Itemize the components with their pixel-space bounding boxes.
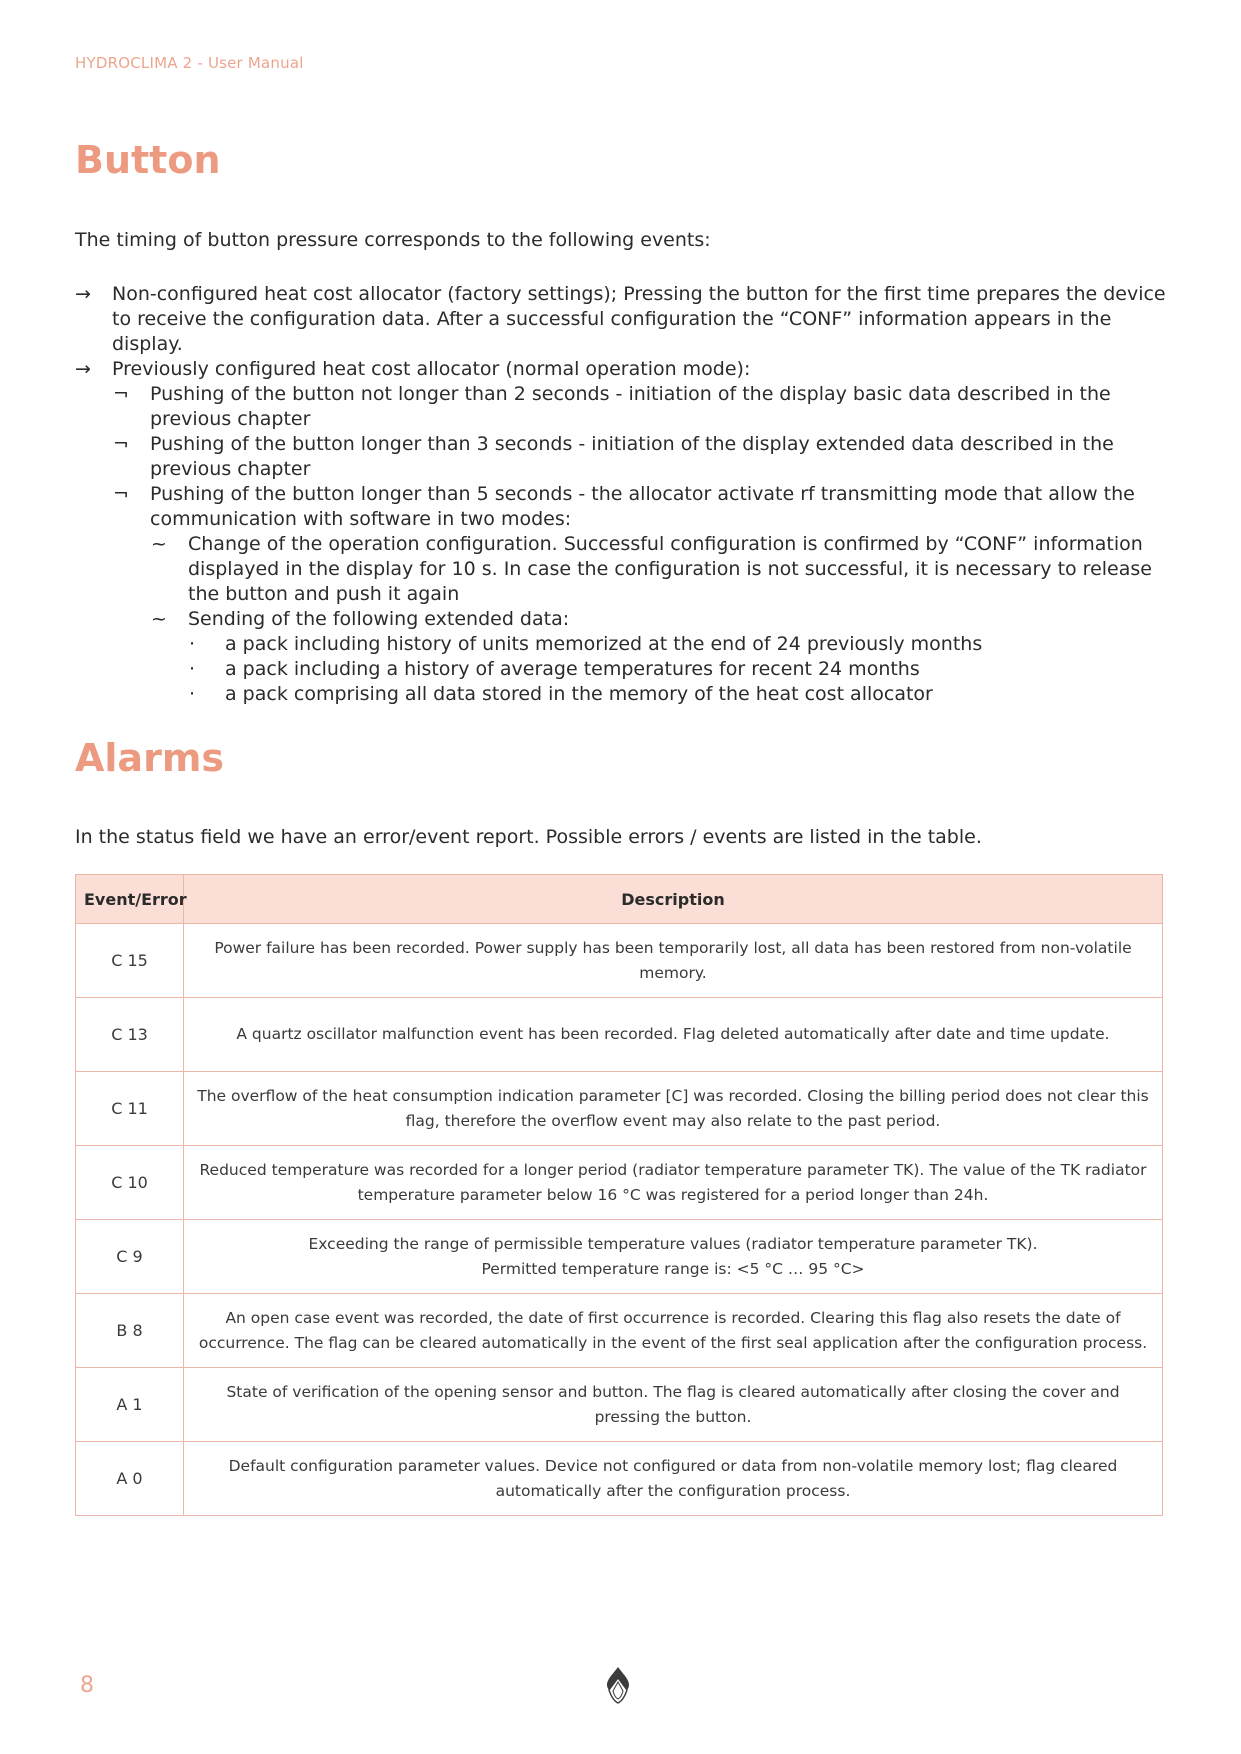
running-header: HYDROCLIMA 2 - User Manual xyxy=(75,54,304,72)
table-row xyxy=(76,1220,1163,1294)
alarms-intro: In the status field we have an error/event report. Possible errors / events are listed in the table. xyxy=(75,826,982,848)
column-header-event: Event/Error xyxy=(76,875,184,924)
arrow-bullet-icon: → xyxy=(75,283,91,305)
table-row xyxy=(76,1368,1163,1442)
list-item: ~ Sending of the following extended data: xyxy=(151,608,570,630)
event-description: An open case event was recorded, the date of first occurrence is recorded. Clearing this flag also resets the date of occurrence. The flag can be cleared automatically in the event of the first seal application after the configuration process. xyxy=(184,1294,1163,1368)
event-code: A 0 xyxy=(76,1442,184,1516)
event-description: State of verification of the opening sensor and button. The flag is cleared automatically after closing the cover and pressing the button. xyxy=(184,1368,1163,1442)
list-item: · a pack including history of units memorized at the end of 24 previously months xyxy=(189,633,983,655)
tilde-bullet-icon: ~ xyxy=(151,533,167,555)
table-row xyxy=(76,1072,1163,1146)
drop-logo-icon xyxy=(604,1666,632,1704)
column-header-description: Description xyxy=(184,875,1163,924)
section-title-button: Button xyxy=(75,138,221,182)
table-row xyxy=(76,1442,1163,1516)
not-sign-bullet-icon: ¬ xyxy=(113,483,129,505)
dot-bullet-icon: · xyxy=(189,658,196,680)
list-item: · a pack comprising all data stored in the memory of the heat cost allocator xyxy=(189,683,933,705)
section-title-alarms: Alarms xyxy=(75,736,225,780)
event-description: Reduced temperature was recorded for a longer period (radiator temperature parameter TK). The value of the TK radiator temperature parameter below 16 °C was registered for a period longer than 24h. xyxy=(184,1146,1163,1220)
event-code: C 15 xyxy=(76,924,184,998)
list-item: ¬ Pushing of the button longer than 3 seconds - initiation of the display extended data described in the previous chapter xyxy=(113,433,1114,480)
event-code: C 13 xyxy=(76,998,184,1072)
table-row xyxy=(76,1146,1163,1220)
list-item: → Non-configured heat cost allocator (factory settings); Pressing the button for the first time prepares the device to receive the configuration data. After a successful configuration the “CONF” information appears in the display. xyxy=(75,283,1166,355)
event-code: C 9 xyxy=(76,1220,184,1294)
arrow-bullet-icon: → xyxy=(75,358,91,380)
page-number: 8 xyxy=(80,1673,94,1698)
not-sign-bullet-icon: ¬ xyxy=(113,383,129,405)
dot-bullet-icon: · xyxy=(189,683,196,705)
tilde-bullet-icon: ~ xyxy=(151,608,167,630)
alarms-table xyxy=(75,874,1163,1516)
list-item: → Previously configured heat cost allocator (normal operation mode): xyxy=(75,358,751,380)
event-code: C 11 xyxy=(76,1072,184,1146)
event-code: B 8 xyxy=(76,1294,184,1368)
list-item: ~ Change of the operation configuration. Successful configuration is confirmed by “CONF” information displayed in the display for 10 s. In case the configuration is not successful, it is necessary to release the button and push it again xyxy=(151,533,1152,605)
event-description: Default configuration parameter values. Device not configured or data from non-volatile memory lost; flag cleared automatically after the configuration process. xyxy=(184,1442,1163,1516)
list-item: ¬ Pushing of the button longer than 5 seconds - the allocator activate rf transmitting mode that allow the communication with software in two modes: xyxy=(113,483,1135,530)
list-item: ¬ Pushing of the button not longer than 2 seconds - initiation of the display basic data described in the previous chapter xyxy=(113,383,1111,430)
table-row xyxy=(76,1294,1163,1368)
button-intro: The timing of button pressure corresponds to the following events: xyxy=(75,229,711,251)
event-description: The overflow of the heat consumption indication parameter [C] was recorded. Closing the billing period does not clear this flag, therefore the overflow event may also relate to the past period. xyxy=(184,1072,1163,1146)
event-description: Exceeding the range of permissible temperature values (radiator temperature parameter TK). Permitted temperature range is: <5 °C … 95 °C> xyxy=(184,1220,1163,1294)
list-item: · a pack including a history of average temperatures for recent 24 months xyxy=(189,658,920,680)
event-description: Power failure has been recorded. Power supply has been temporarily lost, all data has been restored from non-volatile memory. xyxy=(184,924,1163,998)
event-description: A quartz oscillator malfunction event has been recorded. Flag deleted automatically after date and time update. xyxy=(184,998,1163,1072)
button-events-list xyxy=(75,282,1175,707)
dot-bullet-icon: · xyxy=(189,633,196,655)
event-code: A 1 xyxy=(76,1368,184,1442)
event-code: C 10 xyxy=(76,1146,184,1220)
not-sign-bullet-icon: ¬ xyxy=(113,433,129,455)
table-header-row xyxy=(76,875,1163,924)
table-row xyxy=(76,924,1163,998)
table-row xyxy=(76,998,1163,1072)
